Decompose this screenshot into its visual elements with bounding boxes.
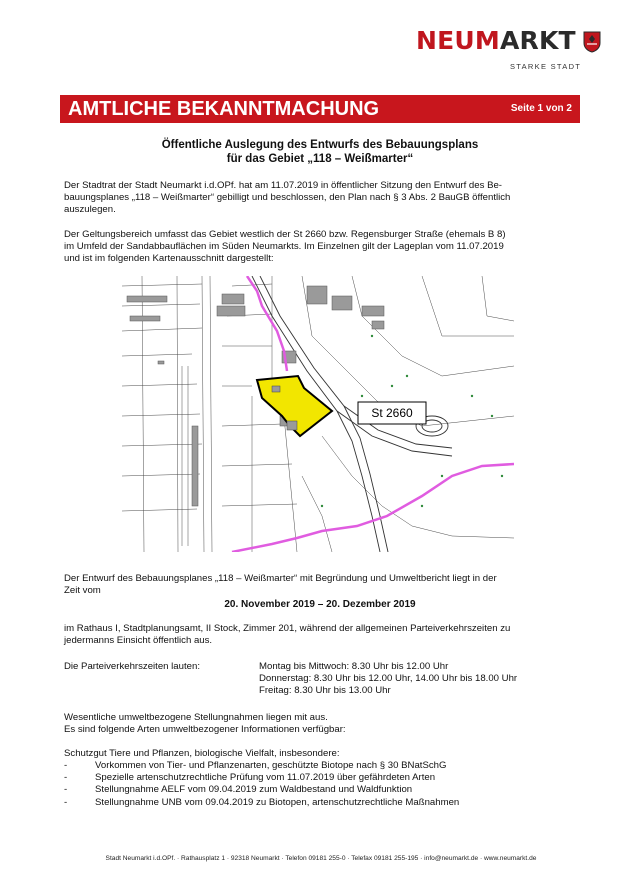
list-item: - Vorkommen von Tier- und Pflanzenarten, geschützte Biotope nach § 30 BNatSchG (64, 760, 447, 771)
road-label: St 2660 (371, 406, 413, 420)
hours-label: Die Parteiverkehrszeiten lauten: (64, 661, 200, 672)
site-map (122, 276, 514, 552)
list-item: - Stellungnahme UNB vom 09.04.2019 zu Biotopen, artenschutzrechtliche Maßnahmen (64, 796, 460, 808)
logo-wordmark: NEUMARKT (416, 26, 576, 55)
notice-heading-line2: für das Gebiet „118 – Weißmarter“ (226, 153, 414, 165)
city-logo (416, 26, 606, 74)
intro-paragraph: Der Stadtrat der Stadt Neumarkt i.d.OPf. hat am 11.07.2019 in öffentlicher Sitzung den Entwurf des Be- bauungsplanes „118 – Weißmarter“ gebilligt und beschlossen, den Plan nach § 3 Abs. 2 BauGB öffentlich auszulegen. (64, 180, 511, 216)
scope-paragraph: Der Geltungsbereich umfasst das Gebiet westlich der St 2660 bzw. Regensburger Straße (ehemals B 8) im Umfeld der Sandabbauflächen im Süden Neumarkts. Im Einzelnen gilt der Lageplan vom 11.07.2019 und ist im folgenden Kartenausschnitt dargestellt: (64, 229, 506, 265)
location-paragraph: im Rathaus I, Stadtplanungsamt, II Stock, Zimmer 201, während der allgemeinen Parteiverkehrszeiten zu jedermanns Einsicht öffentlich aus. (64, 623, 511, 647)
display-dates: 20. November 2019 – 20. Dezember 2019 (224, 599, 416, 610)
list-item: - Spezielle artenschutzrechtliche Prüfung vom 11.07.2019 über gefährdeten Arten (64, 772, 436, 784)
logo-slogan: STARKE STADT (510, 62, 582, 71)
statements-paragraph: Wesentliche umweltbezogene Stellungnahmen liegen mit aus. Es sind folgende Arten umweltbezogener Informationen verfügbar: (64, 712, 346, 736)
page-indicator: Seite 1 von 2 (510, 103, 572, 114)
coat-of-arms-icon (583, 31, 601, 53)
banner-title: AMTLICHE BEKANNTMACHUNG (68, 98, 380, 120)
hours-list: Montag bis Mittwoch: 8.30 Uhr bis 12.00 Uhr Donnerstag: 8.30 Uhr bis 12.00 Uhr, 14.00 Uhr bis 18.00 Uhr Freitag: 8.30 Uhr bis 13.00 Uhr (259, 661, 518, 697)
notice-heading-line1: Öffentliche Auslegung des Entwurfs des Bebauungsplans (161, 139, 479, 151)
display-paragraph: Der Entwurf des Bebauungsplanes „118 – Weißmarter“ mit Begründung und Umweltbericht liegt in der Zeit vom (64, 573, 497, 597)
protection-list (64, 760, 459, 809)
announcement-banner (60, 95, 580, 123)
list-item: - Stellungnahme AELF vom 09.04.2019 zum Waldbestand und Waldfunktion (64, 784, 413, 796)
page-footer: Stadt Neumarkt i.d.OPf. · Rathausplatz 1 · 92318 Neumarkt · Telefon 09181 255-0 · Telefax 09181 255-195 · info@neumarkt.de · www.neumarkt.de (105, 855, 537, 862)
protection-heading: Schutzgut Tiere und Pflanzen, biologische Vielfalt, insbesondere: (64, 748, 340, 759)
